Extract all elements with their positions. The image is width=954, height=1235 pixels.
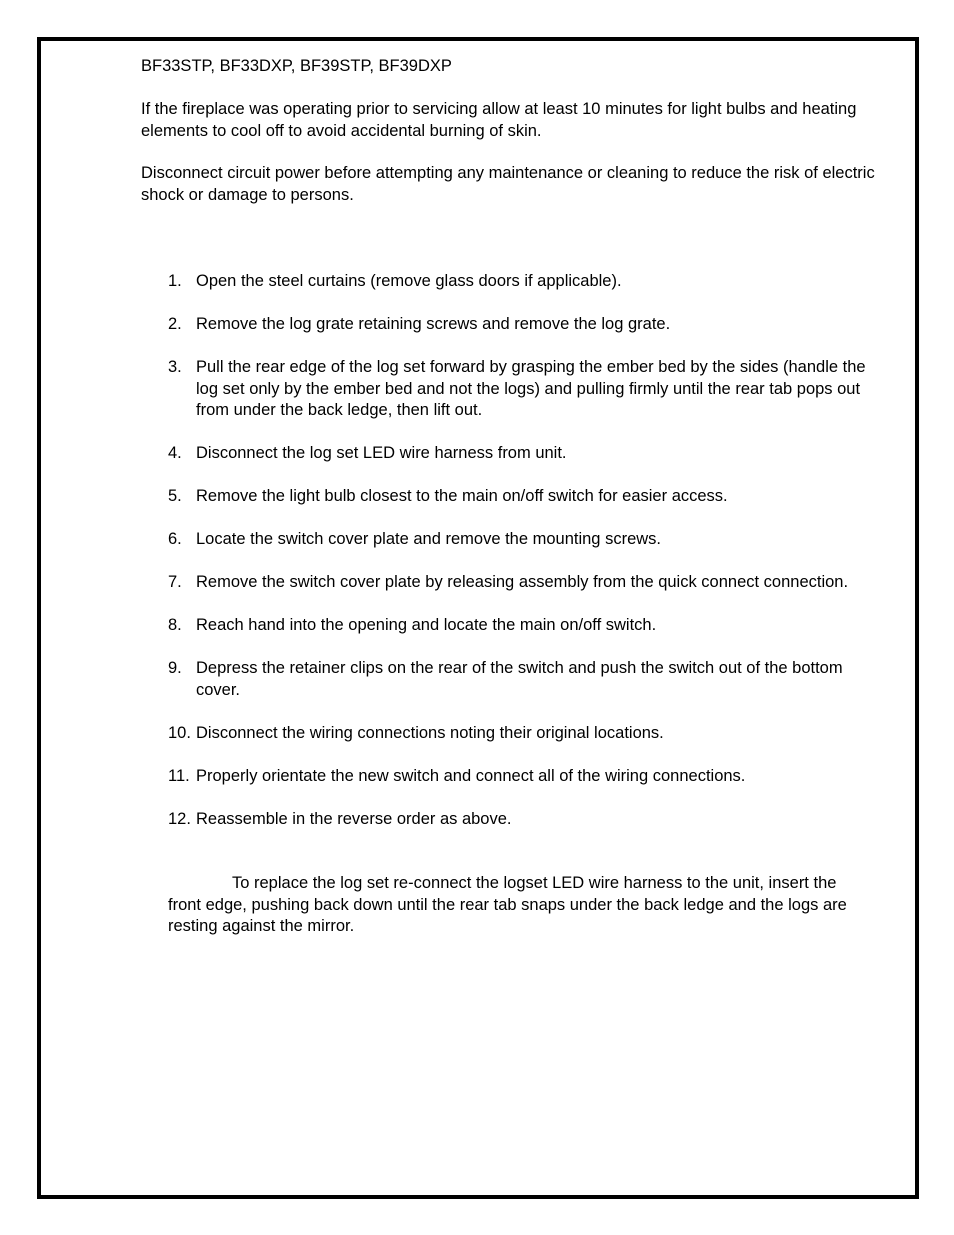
step-number: 8. xyxy=(168,616,182,634)
list-item xyxy=(168,615,878,637)
model-numbers: BF33STP, BF33DXP, BF39STP, BF39DXP xyxy=(141,57,452,75)
step-text: Depress the retainer clips on the rear of the switch and push the switch out of the bottom cover. xyxy=(196,659,843,699)
step-text: Open the steel curtains (remove glass doors if applicable). xyxy=(196,272,622,290)
step-text: Properly orientate the new switch and connect all of the wiring connections. xyxy=(196,766,746,785)
list-item xyxy=(168,529,878,551)
step-number: 4. xyxy=(168,444,182,462)
step-number: 11. xyxy=(168,766,190,785)
warning-disconnect-power: Disconnect circuit power before attempting any maintenance or cleaning to reduce the risk of electric shock or damage to persons. xyxy=(141,164,875,204)
step-number: 7. xyxy=(168,573,182,591)
step-text: Disconnect the wiring connections noting their original locations. xyxy=(196,723,664,742)
list-item xyxy=(168,443,878,465)
step-text: Locate the switch cover plate and remove the mounting screws. xyxy=(196,530,661,548)
step-text: Disconnect the log set LED wire harness from unit. xyxy=(196,444,567,462)
list-item xyxy=(168,271,878,293)
list-item xyxy=(168,766,878,788)
list-item xyxy=(168,723,878,745)
step-text: Remove the light bulb closest to the main on/off switch for easier access. xyxy=(196,487,728,505)
step-text: Remove the switch cover plate by releasing assembly from the quick connect connection. xyxy=(196,573,849,591)
step-number: 3. xyxy=(168,358,182,376)
procedure-steps xyxy=(168,271,878,852)
step-text: Pull the rear edge of the log set forward by grasping the ember bed by the sides (handle the log set only by the ember bed and not the logs) and pulling firmly until the rear tab pops out from under the back ledge, then lift out. xyxy=(196,358,866,419)
list-item xyxy=(168,658,878,701)
step-number: 5. xyxy=(168,487,182,505)
step-text: Reassemble in the reverse order as above. xyxy=(196,809,512,828)
list-item xyxy=(168,357,878,422)
reassembly-note: To replace the log set re-connect the logset LED wire harness to the unit, insert the front edge, pushing back down until the rear tab snaps under the back ledge and the logs are resting against the mirror. xyxy=(168,874,847,935)
step-text: Remove the log grate retaining screws and remove the log grate. xyxy=(196,315,671,333)
list-item xyxy=(168,809,878,831)
list-item xyxy=(168,486,878,508)
step-number: 2. xyxy=(168,315,182,333)
list-item xyxy=(168,572,878,594)
step-number: 6. xyxy=(168,530,182,548)
warning-hot-surfaces: If the fireplace was operating prior to servicing allow at least 10 minutes for light bulbs and heating elements to cool off to avoid accidental burning of skin. xyxy=(141,100,857,140)
step-number: 1. xyxy=(168,272,182,290)
list-item xyxy=(168,314,878,336)
step-number: 12. xyxy=(168,809,191,828)
step-number: 10. xyxy=(168,723,191,742)
step-number: 9. xyxy=(168,659,182,677)
step-text: Reach hand into the opening and locate the main on/off switch. xyxy=(196,616,657,634)
